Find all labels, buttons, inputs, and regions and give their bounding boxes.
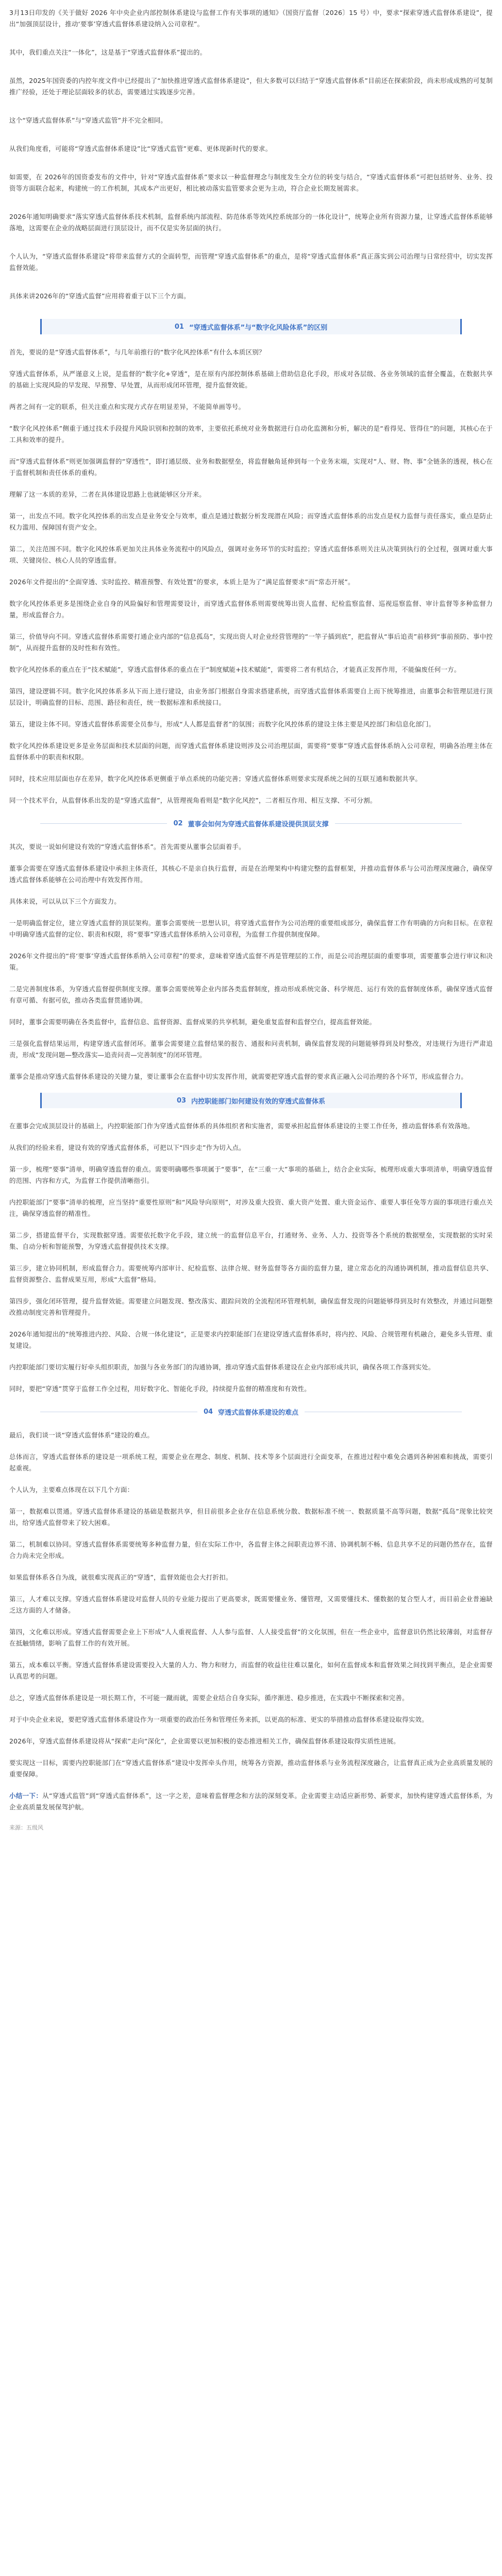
section-body-02 bbox=[9, 841, 493, 1082]
summary-label: 小结一下： bbox=[9, 1792, 43, 1800]
section-heading-label bbox=[197, 1407, 305, 1417]
body-paragraph: 理解了这一本质的差异，二者在具体建设思路上也就能够区分开来。 bbox=[9, 490, 206, 498]
body-paragraph: 最后，我们谈一谈“穿透式监督体系”建设的难点。 bbox=[9, 1431, 154, 1439]
body-paragraph: 穿透式监督体系，从严谨意义上说，是监督的“数字化+穿透”，是在原有内部控制体系基础上借助信息化手段，形成对各层级、各业务领域的监督全覆盖，在数据共享的基础上实现风险的早发现、早预警、早处置，从而形成闭环管理，提升监督效能。 bbox=[9, 370, 493, 389]
body-paragraph: 第四，文化难以形成。穿透式监督需要企业上下形成“人人重视监督、人人参与监督、人人接受监督”的文化氛围，但在一些企业中，监督意识仍然比较薄弱，对监督存在抵触情绪，影响了监督工作的有效开展。 bbox=[9, 1628, 493, 1647]
body-paragraph: 董事会是推动穿透式监督体系建设的关键力量，要让董事会在监督中切实发挥作用，就需要把穿透式监督的要求真正融入公司治理的各个环节，形成监督合力。 bbox=[9, 1073, 468, 1080]
intro-paragraph: 具体来讲2026年的“穿透式监督”应用将着重于以下三个方面。 bbox=[9, 292, 190, 300]
body-paragraph: 第五，成本难以平衡。穿透式监督体系建设需要投入大量的人力、物力和财力，而监督的收益往往难以量化，如何在监督成本和监督效果之间找到平衡点，是企业需要认真思考的问题。 bbox=[9, 1661, 493, 1680]
body-paragraph: 第四步，强化闭环管理，提升监督效能。需要建立问题发现、整改落实、跟踪问效的全流程闭环管理机制，确保监督发现的问题能够得到及时有效整改，并通过问题整改推动制度完善和管理提升。 bbox=[9, 1297, 493, 1316]
intro-paragraph: 个人认为，“穿透式监督体系建设”将带来监督方式的全面转型，而管理“穿透式监督体系”的重点，是将“穿透式监督体系”真正落实到公司治理与日常经营中，切实发挥监督效能。 bbox=[9, 252, 493, 272]
section-number: 04 bbox=[203, 1408, 213, 1416]
intro-block bbox=[9, 0, 493, 302]
body-paragraph: 2026年通知提出的“统筹推进内控、风险、合规一体化建设”，正是要求内控职能部门在建设穿透式监督体系时，将内控、风险、合规管理有机融合，避免多头管理、重复建设。 bbox=[9, 1330, 493, 1349]
section-heading-03 bbox=[40, 1093, 462, 1108]
body-paragraph: 同一个技术平台，从监督体系出发的是“穿透式监督”，从管理视角看则是“数字化风控”，二者相互作用、相互支撑、不可分割。 bbox=[9, 796, 377, 804]
section-body-03 bbox=[9, 1121, 493, 1395]
body-paragraph: 二是完善制度体系，为穿透式监督提供制度支撑。董事会需要统筹企业内部各类监督制度，推动形成系统完备、科学规范、运行有效的监督制度体系，确保穿透式监督有章可循、有据可依，推动各类监督贯通协调。 bbox=[9, 985, 493, 1004]
section-title: 内控职能部门如何建设有效的穿透式监督体系 bbox=[191, 1097, 326, 1106]
section-heading-01 bbox=[40, 319, 462, 334]
body-paragraph: 从我们的经验来看，建设有效的穿透式监督体系，可把以下“四步走”作为切入点。 bbox=[9, 1144, 245, 1151]
body-paragraph: 第三，人才难以支撑。穿透式监督体系建设对监督人员的专业能力提出了更高要求，既需要懂业务、懂管理，又需要懂技术、懂数据的复合型人才，而目前企业普遍缺乏这方面的人才储备。 bbox=[9, 1595, 493, 1614]
intro-paragraph: 这个“穿透式监督体系”与“穿透式监管”并不完全相同。 bbox=[9, 116, 168, 124]
body-paragraph: 第一步，梳理“要事”清单，明确穿透监督的重点。需要明确哪些事项属于“要事”，在“三重一大”事项的基础上，结合企业实际，梳理形成重大事项清单，明确穿透监督的范围、内容和方式，为监督工作提供清晰指引。 bbox=[9, 1165, 493, 1184]
section-heading-04 bbox=[40, 1405, 462, 1418]
section-heading-label bbox=[167, 819, 334, 828]
body-paragraph: 如果监督体系各自为战，就很难实现真正的“穿透”，监督效能也会大打折扣。 bbox=[9, 1573, 232, 1581]
body-paragraph: 第三步，建立协同机制，形成监督合力。需要统筹内部审计、纪检监察、法律合规、财务监督等各方面的监督力量，建立常态化的沟通协调机制，推动监督信息共享、监督资源整合、监督成果互用，形成“大监督”格局。 bbox=[9, 1264, 493, 1283]
summary-text: 从“穿透式监管”到“穿透式监督体系”，这一字之差，意味着监督理念和方法的深刻变革。企业需要主动适应新形势、新要求，加快构建穿透式监督体系，为企业高质量发展保驾护航。 bbox=[9, 1792, 493, 1811]
body-paragraph: 而“穿透式监督体系”则更加强调监督的“穿透性”，即打通层级、业务和数据壁垒，将监督触角延伸到每一个业务末端，实现对“人、财、物、事”全链条的透视，核心在于监督机制和责任体系的重构。 bbox=[9, 457, 493, 477]
intro-paragraph: 如需要，在 2026年的国资委发布的文件中，针对“穿透式监督体系”要求以一种监督理念与制度发生全方位的转变与结合，“穿透式监督体系”可把包括财务、业务、投资等方面联合起来，构建统一的工作机制，其成本产出更好，相比被动落实监管要求会更为主动，符合企业长期发展需求。 bbox=[9, 173, 493, 192]
section-body-01 bbox=[9, 347, 493, 806]
body-paragraph: 对于中央企业来说，要把穿透式监督体系建设作为一项重要的政治任务和管理任务来抓，以更高的标准、更实的举措推动监督体系建设取得实效。 bbox=[9, 1716, 428, 1723]
body-paragraph: 在董事会完成顶层设计的基础上，内控职能部门作为穿透式监督体系的具体组织者和实施者，需要承担起监督体系建设的主要工作任务，推动监督体系有效落地。 bbox=[9, 1122, 474, 1130]
body-paragraph: 第二，关注范围不同。数字化风控体系更加关注具体业务流程中的风险点，强调对业务环节的实时监控；穿透式监督体系则关注从决策到执行的全过程，强调对重大事项、关键岗位、核心人员的穿透监督。 bbox=[9, 545, 493, 564]
intro-paragraph: 其中，我们重点关注“一体化”，这是基于“穿透式监督体系”提出的。 bbox=[9, 48, 207, 56]
body-paragraph: 总体而言，穿透式监督体系的建设是一项系统工程，需要企业在理念、制度、机制、技术等多个层面进行全面变革，在推进过程中难免会遇到各种困难和挑战，需要引起重视。 bbox=[9, 1453, 493, 1472]
body-paragraph: 两者之间有一定的联系，但关注重点和实现方式存在明显差异，不能简单画等号。 bbox=[9, 403, 245, 411]
intro-paragraph: 3月13日印发的《关于做好 2026 年中央企业内部控制体系建设与监督工作有关事项的通知》（国资厅监督〔2026〕15 号）中，要求“探索穿透式监督体系建设”，提出“加强顶层设计，推动‘要事’穿透式监督体系建设纳入公司章程”。 bbox=[9, 9, 493, 28]
body-paragraph: 内控职能部门要切实履行好牵头组织职责，加强与各业务部门的沟通协调，推动穿透式监督体系建设在企业内部形成共识，确保各项工作落到实处。 bbox=[9, 1363, 435, 1371]
section-number: 03 bbox=[176, 1096, 187, 1105]
intro-paragraph: 虽然，2025年国资委的内控年度文件中已经提出了“加快推进穿透式监督体系建设”，但大多数可以归结于“穿透式监督体系”目前还在探索阶段，尚未形成成熟的可复制推广经验，还处于理论层面较多的状态，需要通过实践逐步完善。 bbox=[9, 77, 493, 96]
body-paragraph: 2026年，穿透式监督体系建设将从“探索”走向“深化”，企业需要以更加积极的姿态推进相关工作，确保监督体系建设取得实质性进展。 bbox=[9, 1737, 400, 1745]
body-paragraph: 一是明确监督定位，建立穿透式监督的顶层架构。董事会需要统一思想认识，将穿透式监督作为公司治理的重要组成部分，确保监督工作有明确的方向和目标。在章程中明确穿透式监督的定位、职责和权限，将“要事”穿透式监督体系纳入公司章程，为监督工作提供制度保障。 bbox=[9, 919, 493, 938]
body-paragraph: 数字化风控体系的重点在于“技术赋能”，穿透式监督体系的重点在于“制度赋能+技术赋能”，需要将二者有机结合，才能真正发挥作用，不能偏废任何一方。 bbox=[9, 666, 461, 673]
body-paragraph: 第二步，搭建监督平台，实现数据穿透。需要依托数字化手段，建立统一的监督信息平台，打通财务、业务、人力、投资等各个系统的数据壁垒，实现数据的实时采集、自动分析和智能预警，为穿透式监督提供技术支撑。 bbox=[9, 1231, 493, 1250]
intro-paragraph: 2026年通知明确要求“落实穿透式监督体系技术机制，监督系统内部流程、防范体系等效风控系统部分的一体化设计”，统筹企业所有资源力量，让穿透式监督体系能够落地，这需要在企业的战略层面进行顶层设计，而不仅是实务层面的执行。 bbox=[9, 213, 493, 232]
body-paragraph: 第一，数据难以贯通。穿透式监督体系建设的基础是数据共享，但目前很多企业存在信息系统分散、数据标准不统一、数据质量不高等问题，数据“孤岛”现象比较突出，给穿透式监督带来了较大困难。 bbox=[9, 1507, 493, 1527]
body-paragraph: 个人认为，主要难点体现在以下几个方面： bbox=[9, 1486, 134, 1494]
body-paragraph: 数字化风控体系建设更多是业务层面和技术层面的问题，而穿透式监督体系建设则涉及公司治理层面，需要将“要事”穿透式监督体系纳入公司章程，明确各治理主体在监督体系中的职责和权限。 bbox=[9, 742, 493, 761]
section-number: 01 bbox=[174, 323, 184, 331]
source-label: 来源： bbox=[9, 1824, 26, 1831]
section-title: 穿透式监督体系建设的难点 bbox=[218, 1409, 299, 1417]
summary-paragraph bbox=[9, 1790, 493, 1813]
body-paragraph: 数字化风控体系更多是围绕企业自身的风险偏好和管理需要设计，而穿透式监督体系则需要统筹出资人监督、纪检监察监督、巡视巡察监督、审计监督等多种监督力量，形成监督合力。 bbox=[9, 600, 493, 619]
body-paragraph: 同时，要把“穿透”贯穿于监督工作全过程，用好数字化、智能化手段，持续提升监督的精准度和有效性。 bbox=[9, 1385, 311, 1393]
intro-paragraph: 从我们角度看，可能将“穿透式监督体系建设”比“穿透式监管”更难、更体现新时代的要求。 bbox=[9, 145, 272, 152]
body-paragraph: “数字化风控体系”侧重于通过技术手段提升风险识别和控制的效率，主要依托系统对业务数据进行自动化监测和分析，解决的是“看得见、管得住”的问题，其核心在于工具和效率的提升。 bbox=[9, 425, 493, 444]
body-paragraph: 同时，技术应用层面也存在差异，数字化风控体系更侧重于单点系统的功能完善；穿透式监督体系则要求实现系统之间的互联互通和数据共享。 bbox=[9, 775, 422, 783]
section-body-04 bbox=[9, 1430, 493, 1780]
section-title: 董事会如何为穿透式监督体系建设提供顶层支撑 bbox=[188, 820, 329, 828]
body-paragraph: 2026年文件提出的“全面穿透、实时监控、精准预警、有效处置”的要求，本质上是为了“满足监督要求”而“常态开展”。 bbox=[9, 578, 355, 586]
source-line bbox=[9, 1823, 493, 1832]
body-paragraph: 第二，机制难以协同。穿透式监督体系需要统筹多种监督力量，但在实际工作中，各监督主体之间职责边界不清、协调机制不畅、信息共享不足的问题仍然存在，监督合力尚未完全形成。 bbox=[9, 1540, 493, 1560]
body-paragraph: 董事会需要在穿透式监督体系建设中承担主体责任，其核心不是亲自执行监督，而是在治理架构中构建完整的监督框架，并推动监督体系与公司治理深度融合，确保穿透式监督体系能够在公司治理中有效发挥作用。 bbox=[9, 865, 493, 884]
section-heading-02 bbox=[40, 817, 462, 830]
body-paragraph: 2026年文件提出的“将‘要事’穿透式监督体系纳入公司章程”的要求，意味着穿透式监督不再是管理层的工作，而是公司治理层面的重要事项，需要董事会进行审议和决策。 bbox=[9, 952, 493, 971]
heading-divider bbox=[335, 823, 462, 824]
body-paragraph: 第四，建设逻辑不同。数字化风控体系多从下而上进行建设，由业务部门根据自身需求搭建系统，而穿透式监督体系需要自上而下统筹推进，由董事会和管理层进行顶层设计，明确监督的目标、范围、路径和责任，统一数据标准和系统接口。 bbox=[9, 687, 493, 706]
heading-divider bbox=[40, 823, 167, 824]
body-paragraph: 第五，建设主体不同。穿透式监督体系需要全员参与，形成“人人都是监督者”的氛围；而数字化风控体系的建设主体主要是风控部门和信息化部门。 bbox=[9, 720, 436, 728]
body-paragraph: 三是强化监督结果运用，构建穿透式监督闭环。董事会需要建立监督结果的报告、通报和问责机制，确保监督发现的问题能够得到及时整改，对违规行为进行严肃追责，形成“发现问题—整改落实—追责问责—完善制度”的闭环管理。 bbox=[9, 1040, 493, 1059]
body-paragraph: 第一，出发点不同。数字化风控体系的出发点是业务安全与效率，重点是通过数据分析发现潜在风险；而穿透式监督体系的出发点是权力监督与责任落实，重点是防止权力滥用、保障国有资产安全。 bbox=[9, 512, 493, 531]
body-paragraph: 要实现这一目标，需要内控职能部门在“穿透式监督体系”建设中发挥牵头作用，统筹各方资源，推动监督体系与业务流程深度融合，让监督真正成为企业高质量发展的重要保障。 bbox=[9, 1759, 493, 1778]
body-paragraph: 其次，要说一说如何建设有效的“穿透式监督体系”。首先需要从董事会层面着手。 bbox=[9, 843, 245, 851]
body-paragraph: 首先，要说的是“穿透式监督体系”，与几年前推行的“数字化风控体系”有什么本质区别？ bbox=[9, 348, 265, 356]
body-paragraph: 同时，董事会需要明确在各类监督中，监督信息、监督资源、监督成果的共享机制，避免重复监督和监督空白，提高监督效能。 bbox=[9, 1018, 376, 1026]
body-paragraph: 内控职能部门“要事”清单的梳理，应当坚持“重要性原则”和“风险导向原则”，对涉及重大投资、重大资产处置、重大资金运作、重要人事任免等方面的事项进行重点关注，确保穿透监督的精准性。 bbox=[9, 1198, 493, 1217]
source-name: 五级风 bbox=[26, 1824, 43, 1831]
body-paragraph: 总之，穿透式监督体系建设是一项长期工作，不可能一蹴而就，需要企业结合自身实际，循序渐进、稳步推进，在实践中不断探索和完善。 bbox=[9, 1694, 409, 1702]
body-paragraph: 具体来说，可以从以下三个方面发力。 bbox=[9, 897, 121, 905]
section-number: 02 bbox=[173, 819, 183, 827]
section-title: “穿透式监督体系”与“数字化风险体系”的区别 bbox=[189, 324, 328, 332]
body-paragraph: 第三，价值导向不同。穿透式监督体系需要打通企业内部的“信息孤岛”，实现出资人对企业经营管理的“一竿子插到底”，把监督从“事后追责”前移到“事前预防、事中控制”，从而提升监督的及时性和有效性。 bbox=[9, 633, 493, 652]
